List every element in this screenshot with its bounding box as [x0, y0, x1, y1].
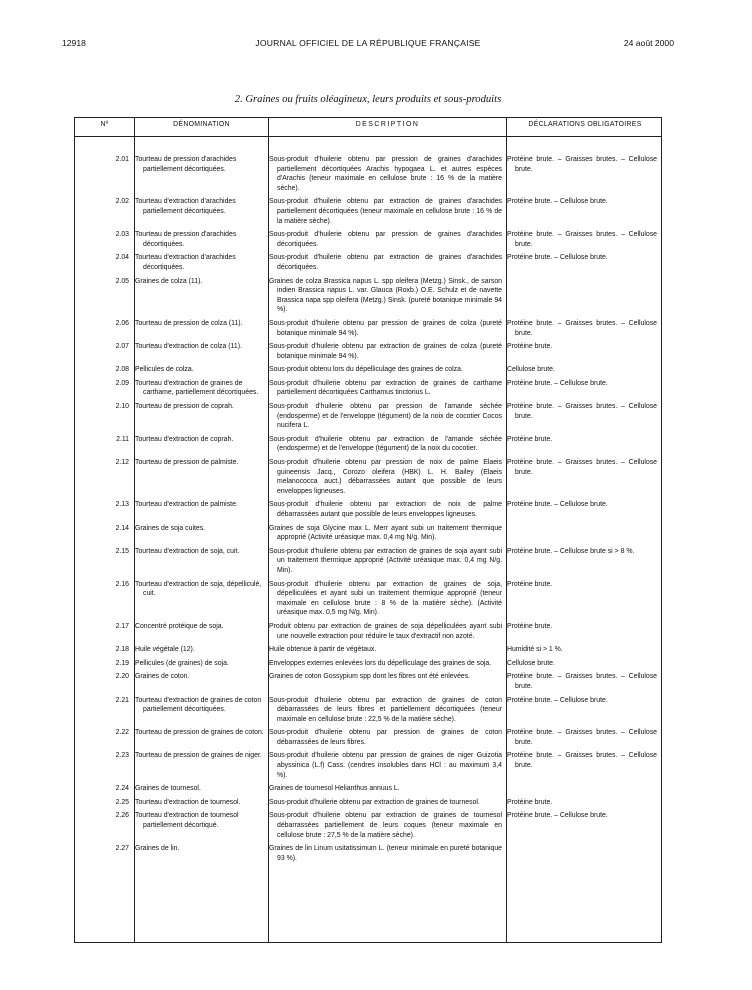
- row-denomination: Tourteau de pression d'arachides décortiquées.: [135, 231, 237, 248]
- row-denomination: Tourteau d'extraction de graines de coton partiellement décortiquées.: [135, 696, 262, 714]
- row-description: Sous-produit d'huilerie obtenu par pression de graines d'arachides partiellement décortiquées Arachis hypogaea L. et autres espèces d'Arachis (teneur maximale en cellulose brute : 16 % de la matière sèche).: [269, 156, 502, 192]
- row-declarations: Protéine brute. – Graisses brutes. – Cellulose brute.: [507, 319, 657, 337]
- table-row: [75, 458, 661, 496]
- row-description: Sous-produit d'huilerie obtenu par pression de noix de palme Elaeis guineensis Jacq., Corozo oleifera (HBK) L. H. Bailey (Elaeis melanococca auct.) débarrassées autant que possible de leurs enveloppes ligneuses.: [269, 459, 502, 495]
- column-header-number: Nº: [100, 121, 109, 128]
- row-declarations: Protéine brute. – Graisses brutes. – Cellulose brute.: [507, 156, 657, 173]
- row-declarations: Protéine brute. – Cellulose brute.: [507, 379, 608, 387]
- row-description: Sous-produit d'huilerie obtenu par extraction de l'amande séchée (endosperme) et de l'enveloppe (tégument) de la noix du cocotier.: [269, 435, 502, 453]
- row-number: 2.13: [115, 501, 129, 509]
- table-body: [75, 155, 661, 867]
- row-number: 2.10: [115, 403, 129, 411]
- table-row: [75, 696, 661, 725]
- row-declarations: Protéine brute. – Graisses brutes. – Cellulose brute.: [507, 729, 657, 746]
- row-number: 2.23: [115, 752, 129, 760]
- row-denomination: Graines de coton.: [135, 673, 190, 681]
- table-row: [75, 253, 661, 272]
- row-denomination: Tourteau d'extraction de coprah.: [135, 435, 234, 443]
- row-declarations: Protéine brute. – Cellulose brute.: [507, 501, 608, 509]
- row-declarations: [507, 277, 663, 315]
- page-number: 12918: [62, 38, 86, 48]
- column-header-declarations: DÉCLARATIONS OBLIGATOIRES: [528, 121, 642, 128]
- table-row: [75, 622, 661, 641]
- declarations-table: [74, 117, 662, 943]
- row-description: Graines de tournesol Helianthus annuus L.: [269, 785, 400, 793]
- row-declarations: Protéine brute. – Graisses brutes. – Cellulose brute.: [507, 752, 657, 770]
- row-denomination: Graines de soja cuites.: [135, 524, 206, 532]
- row-description: Sous-produit d'huilerie obtenu par pression de graines d'arachides décortiquées.: [269, 231, 502, 248]
- row-denomination: Tourteau d'extraction de tournesol partiellement décortiqué.: [135, 812, 239, 830]
- column-header-denomination: DÉNOMINATION: [173, 121, 230, 128]
- row-number: 2.18: [115, 646, 129, 654]
- row-denomination: Tourteau d'extraction de palmiste.: [135, 501, 238, 509]
- table-row: [75, 798, 661, 808]
- row-number: 2.26: [115, 812, 129, 820]
- row-declarations: Protéine brute.: [507, 622, 553, 630]
- table-row: [75, 342, 661, 361]
- row-number: 2.08: [115, 366, 129, 374]
- row-description: Sous-produit d'huilerie obtenu par extraction de graines de tournesol.: [269, 798, 480, 806]
- row-description: Sous-produit d'huilerie obtenu par pression de graines de coton débarrassées de leurs fibres.: [269, 729, 502, 746]
- row-denomination: Graines de lin.: [135, 845, 180, 853]
- table-row: [75, 155, 661, 193]
- header-divider: [75, 136, 661, 137]
- page-header: [62, 38, 674, 52]
- row-declarations: Humidité si > 1 %.: [507, 646, 563, 654]
- row-number: 2.07: [115, 343, 129, 351]
- row-declarations: Protéine brute. – Graisses brutes. – Cellulose brute.: [507, 403, 657, 420]
- row-declarations: [507, 524, 663, 543]
- row-declarations: Protéine brute. – Cellulose brute.: [507, 812, 608, 820]
- row-denomination: Tourteau d'extraction de soja, dépelliculé, cuit.: [135, 580, 262, 598]
- row-description: Sous-produit d'huilerie obtenu par extraction de graines de carthame partiellement décortiquées Carthamus tinctorius L.: [269, 379, 502, 397]
- row-number: 2.11: [116, 435, 129, 443]
- row-number: 2.17: [115, 622, 129, 630]
- row-number: 2.20: [115, 673, 129, 681]
- row-declarations: Protéine brute. – Graisses brutes. – Cellulose brute.: [507, 459, 657, 476]
- row-description: Graines de coton Gossypium spp dont les fibres ont été enlevées.: [269, 673, 471, 681]
- table-row: [75, 645, 661, 655]
- row-number: 2.15: [115, 547, 129, 555]
- table-row: [75, 580, 661, 618]
- table-row: [75, 844, 661, 863]
- table-row: [75, 500, 661, 519]
- row-denomination: Tourteau d'extraction de graines de carthame, partiellement décortiquées.: [135, 379, 259, 397]
- row-number: 2.19: [115, 659, 129, 667]
- row-denomination: Tourteau de pression de graines de coton.: [135, 729, 264, 737]
- row-declarations: [507, 844, 663, 863]
- row-number: 2.27: [115, 845, 129, 853]
- row-declarations: Protéine brute. – Cellulose brute.: [507, 696, 608, 704]
- table-row: [75, 524, 661, 543]
- table-row: [75, 728, 661, 747]
- row-description: Sous-produit d'huilerie obtenu par extraction de graines de tournesol débarrassées partiellement de leurs coques (teneur maximale en cellulose brute : 27,5 % de la matière sèche).: [269, 812, 502, 839]
- table-row: [75, 811, 661, 840]
- row-number: 2.09: [115, 379, 129, 387]
- row-description: Graines de soja Glycine max L. Merr ayant subi un traitement thermique approprié (Activité uréasique max. 0,4 mg N/g. Min).: [269, 524, 502, 542]
- row-description: Sous-produit d'huilerie obtenu par extraction de graines de colza (pureté botanique minimale 94 %).: [269, 343, 502, 360]
- row-denomination: Tourteau d'extraction de colza (11).: [135, 343, 242, 351]
- row-denomination: Tourteau de pression de palmiste.: [135, 459, 239, 467]
- journal-title: JOURNAL OFFICIEL DE LA RÉPUBLIQUE FRANÇAISE: [255, 38, 481, 48]
- table-row: [75, 230, 661, 249]
- table-row: [75, 277, 661, 315]
- row-description: Sous-produit d'huilerie obtenu par extraction de noix de palme débarrassées autant que possible de leurs enveloppes ligneuses.: [269, 501, 502, 518]
- section-title: 2. Graines ou fruits oléagineux, leurs produits et sous-produits: [234, 94, 502, 105]
- row-number: 2.04: [115, 254, 129, 262]
- row-declarations: Cellulose brute.: [507, 366, 555, 374]
- row-description: Sous-produit d'huilerie obtenu par extraction de graines d'arachides décortiquées.: [269, 254, 502, 271]
- row-description: Produit obtenu par extraction de graines de soja dépelliculées ayant subi une nouvelle extraction pour réduire le taux d'extractif non azoté.: [269, 622, 502, 640]
- row-declarations: Protéine brute. – Cellulose brute.: [507, 198, 608, 206]
- table-row: [75, 379, 661, 398]
- table-row: [75, 435, 661, 454]
- row-declarations: [507, 784, 663, 794]
- row-declarations: Protéine brute. – Cellulose brute.: [507, 254, 608, 262]
- table-row: [75, 547, 661, 576]
- row-description: Enveloppes externes enlevées lors du dépelliculage des graines de soja.: [269, 659, 492, 667]
- row-number: 2.16: [115, 580, 129, 588]
- row-description: Sous-produit d'huilerie obtenu par pression de graines de colza (pureté botanique minimale 94 %).: [269, 319, 502, 337]
- row-description: Sous-produit d'huilerie obtenu par pression de l'amande séchée (endosperme) et de l'enveloppe (tégument) de la noix de cocotier Cocos nucifera L.: [269, 403, 502, 430]
- row-denomination: Concentré protéique de soja.: [135, 622, 224, 630]
- row-denomination: Graines de colza (11).: [135, 277, 203, 285]
- row-number: 2.22: [115, 729, 129, 737]
- row-denomination: Tourteau d'extraction d'arachides décortiquées.: [135, 254, 236, 271]
- row-number: 2.12: [115, 459, 129, 467]
- row-number: 2.24: [115, 785, 129, 793]
- row-declarations: Protéine brute. – Cellulose brute si > 8 %.: [507, 547, 635, 555]
- row-description: Graines de colza Brassica napus L. spp oleifera (Metzg.) Sinsk., de sarson indien Brassica napus L. var. Glauca (Roxb.) O.E. Schulz et de navette Brassica napa spp oleifera (Metzg.) Sinsk. (pureté botanique minimale 94 %).: [269, 277, 502, 314]
- row-number: 2.25: [115, 798, 129, 806]
- row-declarations: Protéine brute. – Graisses brutes. – Cellulose brute.: [507, 231, 657, 248]
- row-number: 2.01: [115, 156, 129, 163]
- row-denomination: Huile végétale (12).: [135, 646, 195, 654]
- row-description: Sous-produit d'huilerie obtenu par extraction de graines de soja ayant subi un traitement thermique approprié (Activité uréasique max. 0,4 mg N/g. Min).: [269, 547, 502, 574]
- row-description: Graines de lin Linum usitatissimum L. (teneur minimale en pureté botanique 93 %).: [269, 845, 502, 862]
- table-row: [75, 365, 661, 375]
- row-declarations: Protéine brute.: [507, 580, 553, 588]
- row-number: 2.21: [115, 696, 129, 704]
- column-header-description: DESCRIPTION: [355, 121, 420, 128]
- row-description: Huile obtenue à partir de végétaux.: [269, 646, 377, 654]
- publication-date: 24 août 2000: [623, 38, 674, 48]
- row-denomination: Pellicules (de graines) de soja.: [135, 659, 229, 667]
- row-denomination: Tourteau de pression de graines de niger.: [135, 752, 262, 760]
- row-declarations: Protéine brute.: [507, 435, 553, 443]
- row-number: 2.14: [115, 524, 129, 532]
- row-number: 2.06: [115, 319, 129, 327]
- row-declarations: Protéine brute. – Graisses brutes. – Cellulose brute.: [507, 673, 657, 690]
- table-row: [75, 672, 661, 691]
- row-denomination: Tourteau d'extraction de soja, cuit.: [135, 547, 240, 555]
- row-denomination: Tourteau de pression de coprah.: [135, 403, 234, 411]
- row-denomination: Pellicules de colza.: [135, 366, 194, 374]
- row-denomination: Graines de tournesol.: [135, 785, 201, 793]
- row-denomination: Tourteau de pression d'arachides partiellement décortiquées.: [135, 156, 237, 173]
- table-row: [75, 402, 661, 431]
- row-description: Sous-produit d'huilerie obtenu par pression de graines de niger Guizotia abyssinica (L.f) Cass. (cendres insolubles dans HCl : au maximum 3,4 %).: [269, 752, 502, 779]
- row-declarations: Cellulose brute.: [507, 659, 555, 667]
- table-row: [75, 659, 661, 669]
- table-row: [75, 319, 661, 338]
- row-number: 2.02: [115, 198, 129, 206]
- row-denomination: Tourteau d'extraction d'arachides partiellement décortiquées.: [135, 198, 236, 215]
- row-denomination: Tourteau de pression de colza (11).: [135, 319, 243, 327]
- row-description: Sous-produit obtenu lors du dépelliculage des graines de colza.: [269, 366, 463, 374]
- row-denomination: Tourteau d'extraction de tournesol.: [135, 798, 241, 806]
- row-declarations: Protéine brute.: [507, 798, 553, 806]
- table-row: [75, 751, 661, 780]
- table-row: [75, 784, 661, 794]
- row-number: 2.03: [115, 231, 129, 239]
- row-description: Sous-produit d'huilerie obtenu par extraction de graines de soja, dépelliculées et ayant subi un traitement thermique approprié (teneur maximale en cellulose brute : 8 % de la matière sèche). (Activité uréasique max. 0,5 mg N/g. Min).: [269, 580, 502, 617]
- row-declarations: Protéine brute.: [507, 343, 553, 351]
- table-row: [75, 197, 661, 226]
- row-description: Sous-produit d'huilerie obtenu par extraction de graines d'arachides partiellement décortiquées (teneur maximale en cellulose brute : 16 % de la matière sèche).: [269, 198, 502, 225]
- row-description: Sous-produit d'huilerie obtenu par extraction de graines de coton débarrassées de leurs fibres et partiellement décortiquées (teneur maximale en cellulose brute : 22,5 % de la matière sèche).: [269, 696, 502, 723]
- row-number: 2.05: [115, 277, 129, 285]
